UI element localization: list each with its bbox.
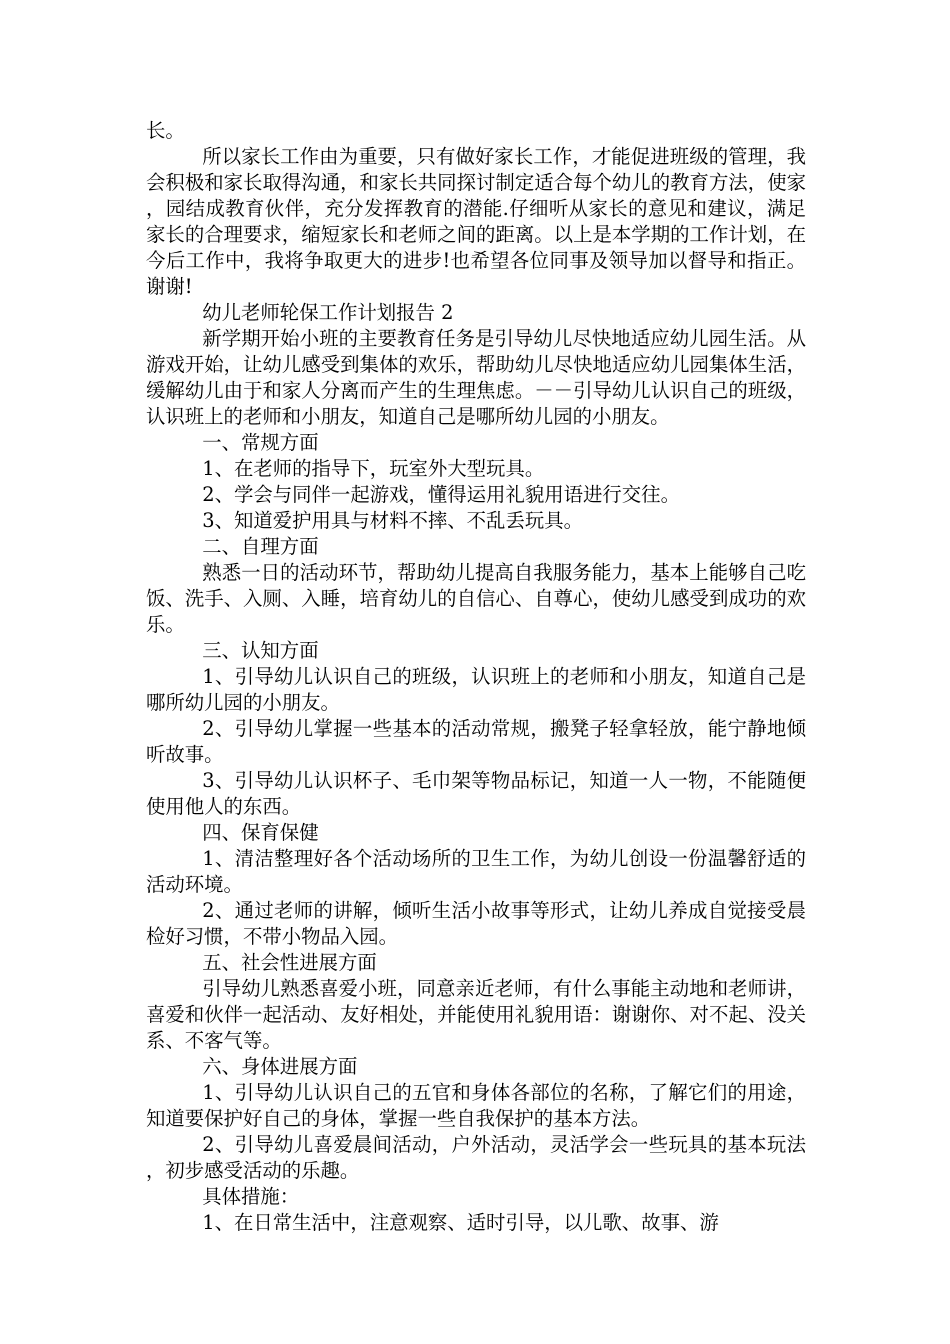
list-item: 1、在老师的指导下，玩室外大型玩具。 [202, 457, 545, 480]
list-item: 2、引导幼儿喜爱晨间活动，户外活动，灵活学会一些玩具的基本玩法，初步感受活动的乐趣。 [146, 1133, 806, 1182]
heading-routine: 一、常规方面 [202, 431, 319, 454]
list-item: 2、学会与同伴一起游戏，懂得运用礼貌用语进行交往。 [202, 483, 680, 506]
heading-health-care: 四、保育保健 [202, 821, 319, 844]
list-item: 2、通过老师的讲解，倾听生活小故事等形式，让幼儿养成自觉接受晨检好习惯，不带小物品入园。 [146, 899, 806, 948]
paragraph-self-care: 熟悉一日的活动环节，帮助幼儿提高自我服务能力，基本上能够自己吃饭、洗手、入厕、入睡，培育幼儿的自信心、自尊心，使幼儿感受到成功的欢乐。 [146, 561, 806, 636]
paragraph-social: 引导幼儿熟悉喜爱小班，同意亲近老师，有什么事能主动地和老师讲，喜爱和伙伴一起活动、友好相处，并能使用礼貌用语：谢谢你、对不起、没关系、不客气等。 [146, 977, 806, 1052]
heading-self-care: 二、自理方面 [202, 535, 319, 558]
heading-physical-development: 六、身体进展方面 [202, 1055, 358, 1078]
paragraph-continued: 长。 [146, 119, 185, 142]
heading-social-development: 五、社会性进展方面 [202, 951, 377, 974]
list-item: 1、引导幼儿认识自己的五官和身体各部位的名称，了解它们的用途，知道要保护好自己的身体，掌握一些自我保护的基本方法。 [146, 1081, 806, 1130]
document-page [146, 118, 806, 1236]
list-item: 1、引导幼儿认识自己的班级，认识班上的老师和小朋友，知道自己是哪所幼儿园的小朋友。 [146, 665, 806, 714]
list-item: 2、引导幼儿掌握一些基本的活动常规，搬凳子轻拿轻放，能宁静地倾听故事。 [146, 717, 806, 766]
section-title-report-2: 幼儿老师轮保工作计划报告 2 [202, 301, 454, 324]
heading-cognition: 三、认知方面 [202, 639, 319, 662]
list-item: 1、清洁整理好各个活动场所的卫生工作，为幼儿创设一份温馨舒适的活动环境。 [146, 847, 806, 896]
list-item: 1、在日常生活中，注意观察、适时引导，以儿歌、故事、游 [202, 1211, 719, 1234]
heading-measures: 具体措施： [202, 1185, 300, 1208]
paragraph-parent-work: 所以家长工作由为重要，只有做好家长工作，才能促进班级的管理，我会积极和家长取得沟通，和家长共同探讨制定适合每个幼儿的教育方法，使家，园结成教育伙伴，充分发挥教育的潜能.仔细听从家长的意见和建议，满足家长的合理要求，缩短家长和老师之间的距离。以上是本学期的工作计划，在今后工作中，我将争取更大的进步!也希望各位同事及领导加以督导和指正。谢谢! [146, 145, 806, 298]
paragraph-intro: 新学期开始小班的主要教育任务是引导幼儿尽快地适应幼儿园生活。从游戏开始，让幼儿感受到集体的欢乐，帮助幼儿尽快地适应幼儿园集体生活，缓解幼儿由于和家人分离而产生的生理焦虑。－－引导幼儿认识自己的班级，认识班上的老师和小朋友，知道自己是哪所幼儿园的小朋友。 [146, 327, 806, 428]
list-item: 3、引导幼儿认识杯子、毛巾架等物品标记，知道一人一物，不能随便使用他人的东西。 [146, 769, 806, 818]
list-item: 3、知道爱护用具与材料不摔、不乱丢玩具。 [202, 509, 584, 532]
